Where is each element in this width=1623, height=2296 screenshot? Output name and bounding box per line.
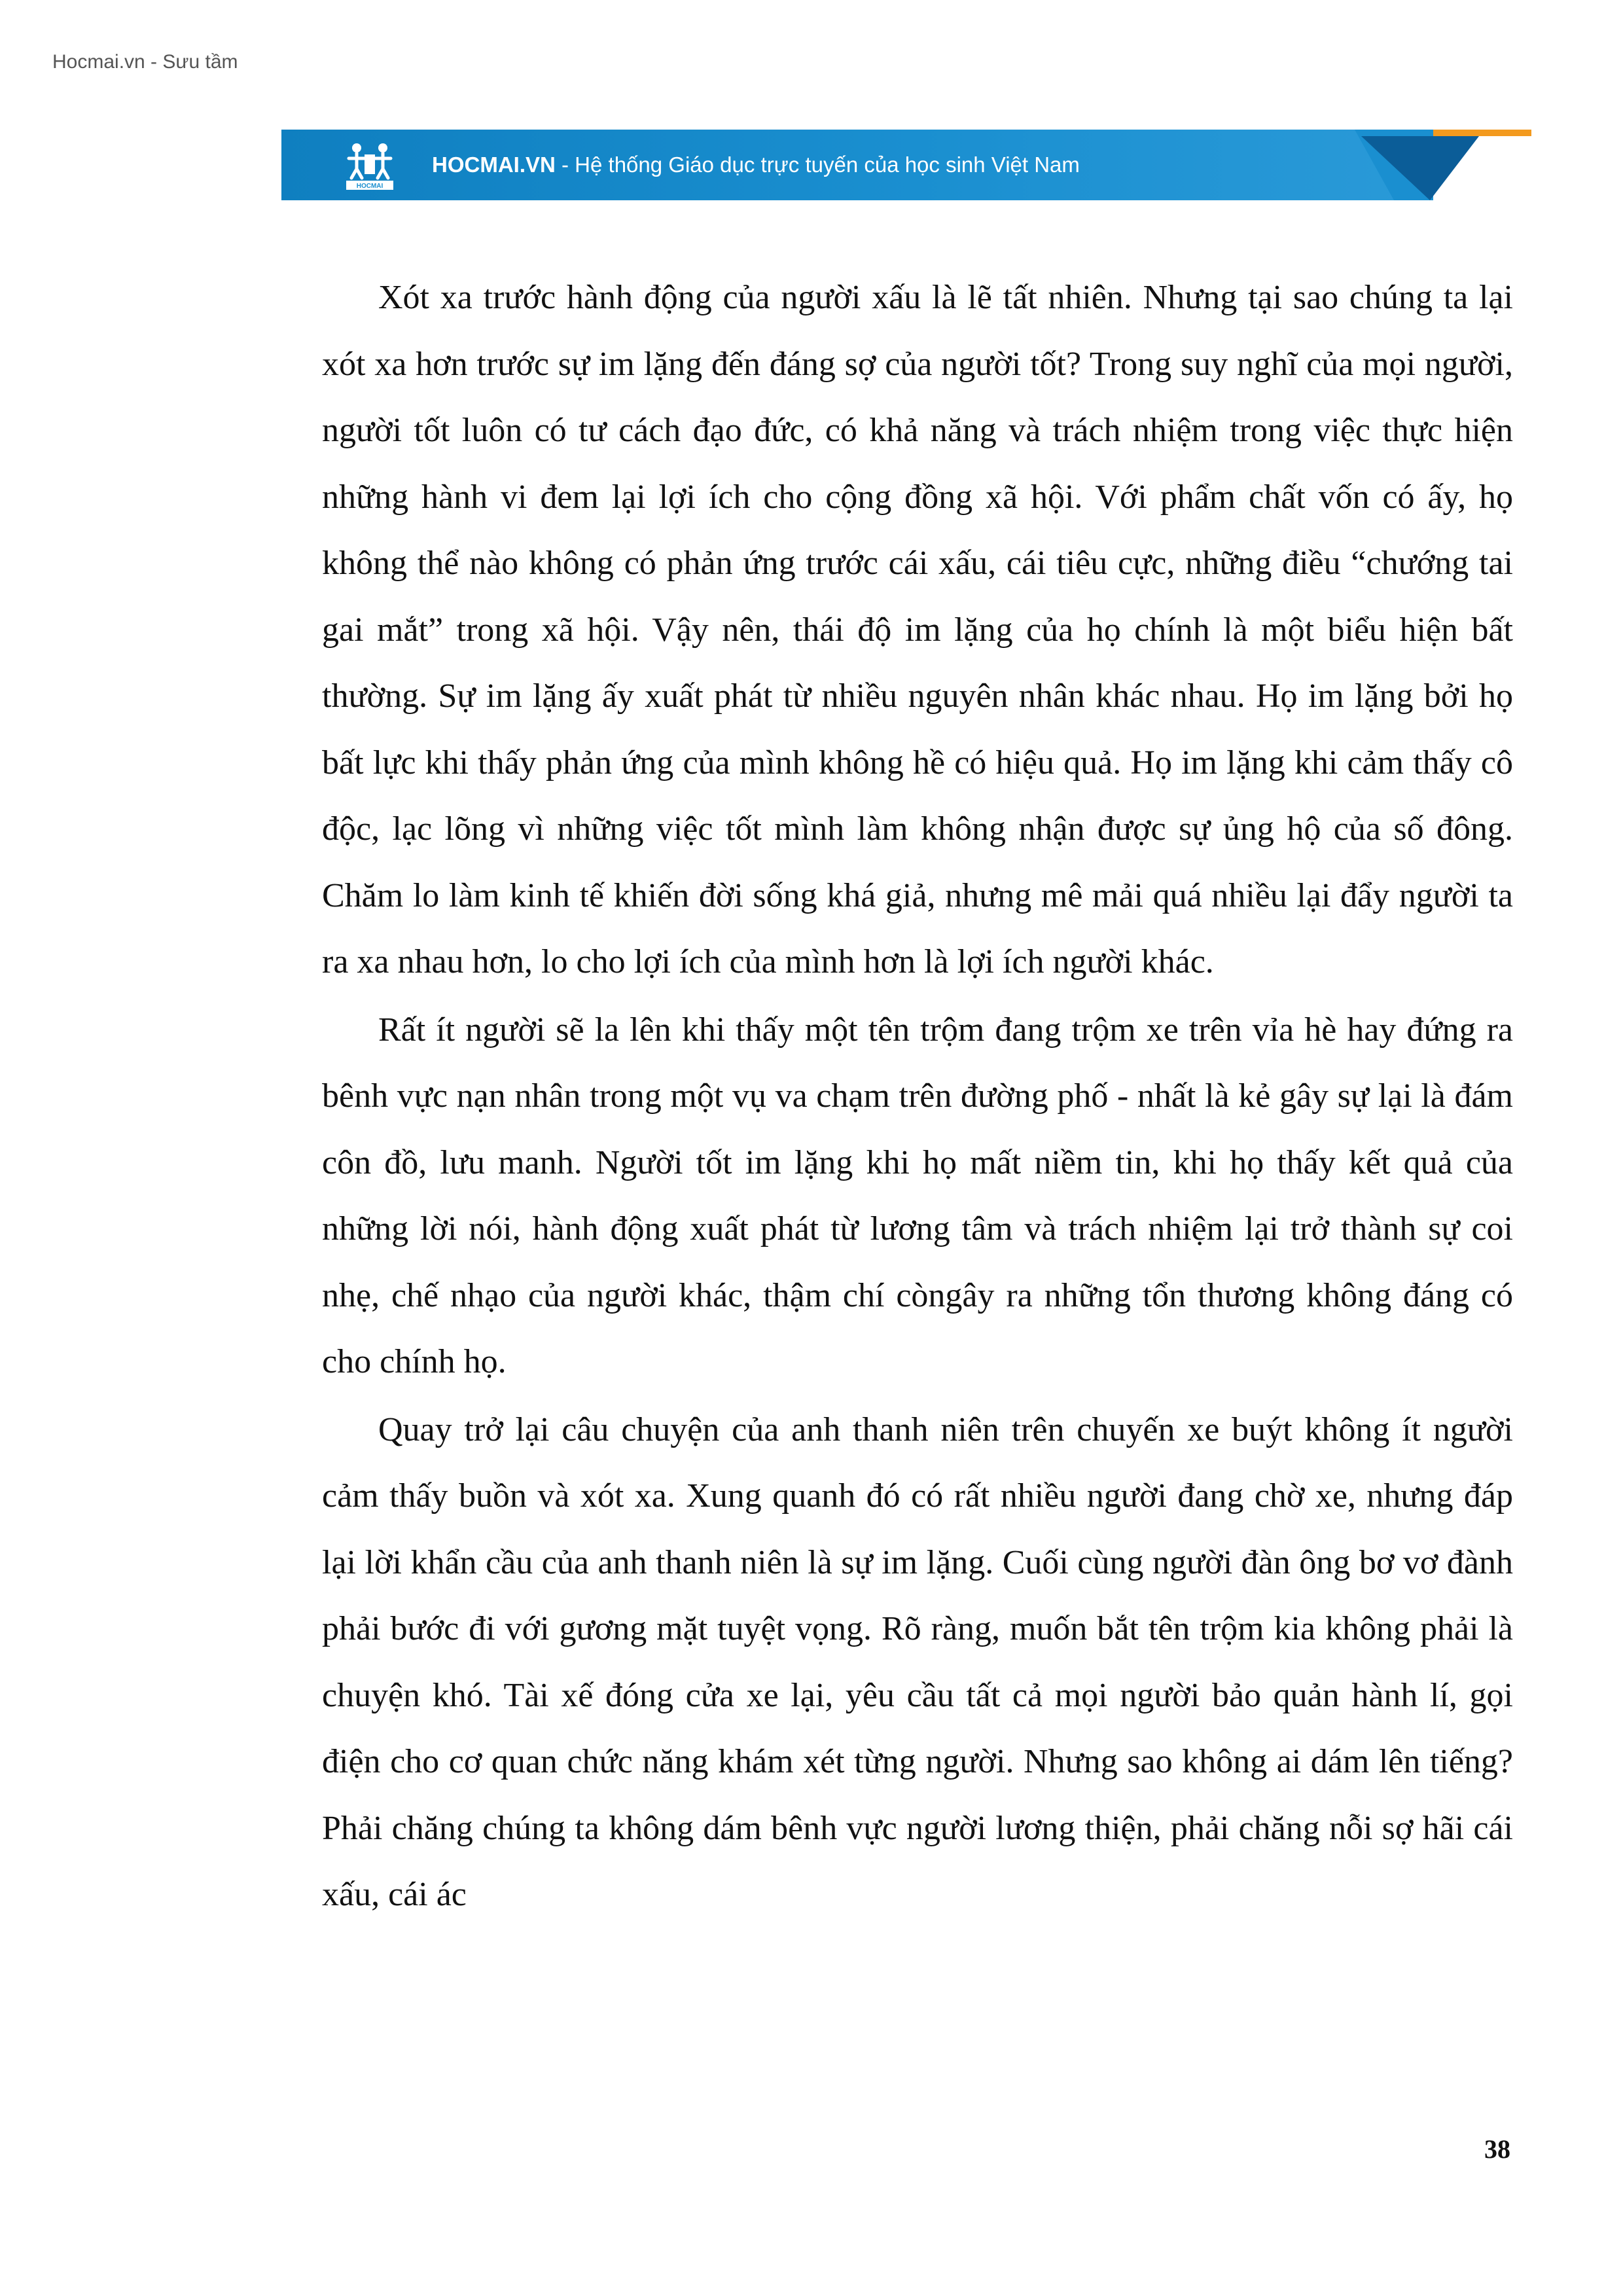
source-note: Hocmai.vn - Sưu tầm <box>52 51 238 73</box>
article-body <box>322 264 1513 1929</box>
banner-tagline: - Hệ thống Giáo dục trực tuyến của học sinh Việt Nam <box>555 152 1080 177</box>
paragraph: Xót xa trước hành động của người xấu là lẽ tất nhiên. Nhưng tại sao chúng ta lại xót xa hơn trước sự im lặng đến đáng sợ của người tốt? Trong suy nghĩ của mọi người, người tốt luôn có tư cách đạo đức, có khả năng và trách nhiệm trong việc thực hiện những hành vi đem lại lợi ích cho cộng đồng xã hội. Với phẩm chất vốn có ấy, họ không thể nào không có phản ứng trước cái xấu, cái tiêu cực, những điều “chướng tai gai mắt” trong xã hội. Vậy nên, thái độ im lặng của họ chính là một biểu hiện bất thường. Sự im lặng ấy xuất phát từ nhiều nguyên nhân khác nhau. Họ im lặng bởi họ bất lực khi thấy phản ứng của mình không hề có hiệu quả. Họ im lặng khi cảm thấy cô độc, lạc lõng vì những việc tốt mình làm không nhận được sự ủng hộ của số đông. Chăm lo làm kinh tế khiến đời sống khá giả, nhưng mê mải quá nhiều lại đẩy người ta ra xa nhau hơn, lo cho lợi ích của mình hơn là lợi ích người khác. <box>322 279 1513 980</box>
header-banner <box>281 130 1531 200</box>
banner-title <box>432 130 1080 200</box>
page-number: 38 <box>1484 2134 1510 2164</box>
paragraph: Quay trở lại câu chuyện của anh thanh niên trên chuyến xe buýt không ít người cảm thấy buồn và xót xa. Xung quanh đó có rất nhiều người đang chờ xe, nhưng đáp lại lời khẩn cầu của anh thanh niên là sự im lặng. Cuối cùng người đàn ông bơ vơ đành phải bước đi với gương mặt tuyệt vọng. Rõ ràng, muốn bắt tên trộm kia không phải là chuyện khó. Tài xế đóng cửa xe lại, yêu cầu tất cả mọi người bảo quản hành lí, gọi điện cho cơ quan chức năng khám xét từng người. Nhưng sao không ai dám lên tiếng? Phải chăng chúng ta không dám bênh vực người lương thiện, phải chăng nỗi sợ hãi cái xấu, cái ác <box>322 1410 1513 1913</box>
banner-brand: HOCMAI.VN <box>432 152 556 177</box>
hocmai-logo-icon <box>344 139 396 191</box>
logo-text: HOCMAI <box>356 183 383 190</box>
paragraph: Rất ít người sẽ la lên khi thấy một tên trộm đang trộm xe trên vỉa hè hay đứng ra bênh vực nạn nhân trong một vụ va chạm trên đường phố - nhất là kẻ gây sự lại là đám côn đồ, lưu manh. Người tốt im lặng khi họ mất niềm tin, khi họ thấy kết quả của những lời nói, hành động xuất phát từ lương tâm và trách nhiệm lại trở thành sự coi nhẹ, chế nhạo của người khác, thậm chí còngây ra những tổn thương không đáng có cho chính họ. <box>322 1011 1513 1380</box>
